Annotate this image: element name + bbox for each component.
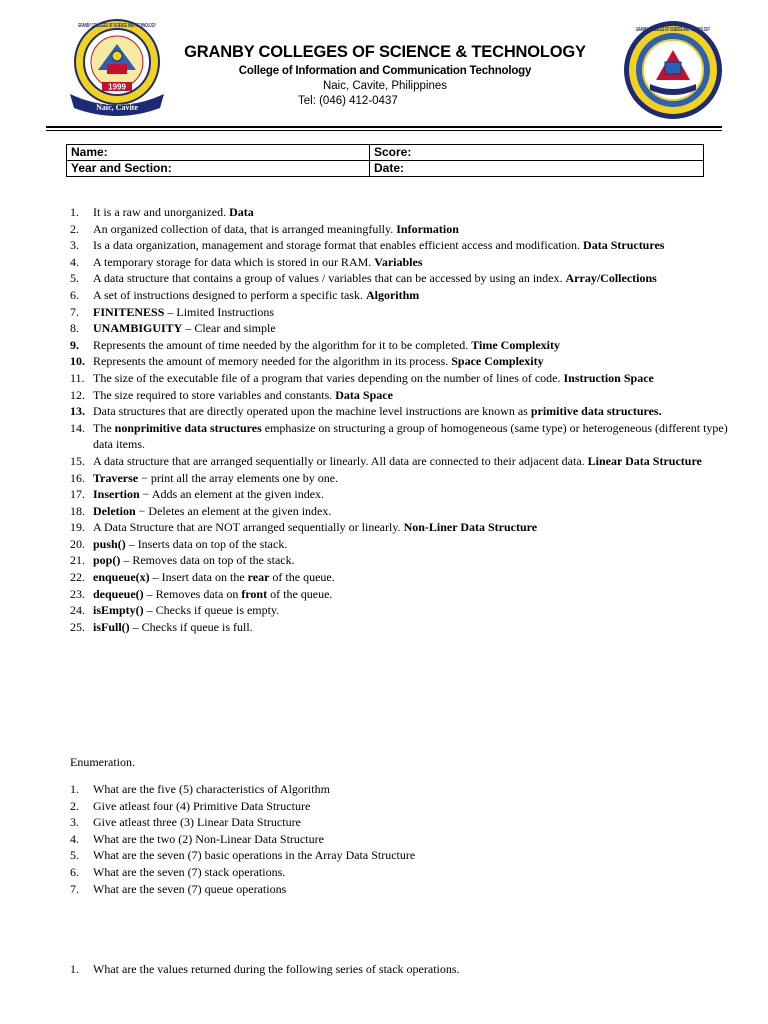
definitions-list	[70, 204, 730, 635]
name-field[interactable]: Name:	[67, 145, 370, 161]
table-row	[67, 145, 704, 161]
question-text: – Removes data on top of the stack.	[120, 553, 295, 568]
list-item-number: 3.	[70, 238, 79, 253]
date-field[interactable]: Date:	[370, 161, 704, 177]
question-text: What are the seven (7) queue operations	[93, 881, 287, 896]
answer-text: Space Complexity	[451, 354, 544, 369]
question-text: – Checks if queue is full.	[129, 619, 253, 634]
answer-text: Data	[229, 205, 254, 219]
question-text: The	[93, 420, 115, 435]
answer-text: Variables	[374, 254, 423, 269]
list-item-number: 19.	[70, 520, 85, 535]
list-item-number: 6.	[70, 287, 79, 302]
answer-text: pop()	[93, 553, 121, 568]
header-rule-thin	[46, 130, 722, 131]
question-text: The size of the executable file of a program that varies depending on the number of lines of code.	[93, 370, 564, 385]
question-text: emphasize on structuring a group of homogeneous (same type) or heterogeneous (different type) data items.	[93, 420, 728, 452]
list-item-number: 11.	[70, 370, 85, 385]
list-item-number: 1.	[70, 782, 79, 796]
year-section-field[interactable]: Year and Section:	[67, 161, 370, 177]
list-item	[70, 798, 710, 815]
question-text: of the queue.	[269, 570, 335, 585]
answer-text: Array/Collections	[565, 271, 657, 286]
question-text: − Adds an element at the given index.	[139, 487, 325, 502]
answer-text: Algorithm	[365, 287, 420, 302]
list-item-number: 8.	[70, 321, 79, 336]
list-item	[70, 287, 730, 304]
question-text: What are the two (2) Non-Linear Data Structure	[93, 831, 324, 846]
answer-text: Insertion	[93, 487, 140, 502]
stack-operations-list	[70, 961, 710, 978]
list-item-number: 16.	[70, 470, 85, 485]
school-telephone: Tel: (046) 412-0437	[298, 95, 398, 107]
question-text: Give atleast four (4) Primitive Data Structure	[93, 798, 311, 813]
answer-text: enqueue(x)	[93, 570, 150, 585]
list-item	[70, 569, 730, 586]
list-item-number: 1.	[70, 962, 79, 976]
list-item-number: 4.	[70, 254, 79, 269]
question-text: – Removes data on	[143, 586, 242, 601]
question-text: Data structures that are directly operated upon the machine level instructions are known as	[93, 404, 531, 419]
list-item-number: 17.	[70, 487, 85, 502]
list-item-number: 5.	[70, 848, 79, 863]
list-item	[70, 831, 710, 848]
list-item	[70, 403, 730, 420]
question-text: – Inserts data on top of the stack.	[125, 536, 288, 551]
list-item-number: 18.	[70, 503, 85, 518]
answer-text: Non-Liner Data Structure	[403, 520, 538, 535]
answer-text: Data Space	[335, 387, 393, 402]
list-item	[70, 237, 730, 254]
answer-text: Information	[396, 221, 459, 236]
school-seal-right-icon	[620, 20, 726, 120]
question-text: It is a raw and unorganized.	[93, 205, 230, 219]
left-seal-ring-text: GRANBY COLLEGES OF SCIENCE AND TECHNOLOGY	[78, 23, 157, 29]
list-item	[70, 864, 710, 881]
list-item	[70, 320, 730, 337]
answer-text: Linear Data Structure	[587, 453, 702, 468]
list-item-number: 23.	[70, 586, 85, 601]
question-text: – Limited Instructions	[164, 304, 275, 319]
document-header	[0, 0, 768, 128]
list-item-number: 6.	[70, 864, 79, 879]
list-item-number: 24.	[70, 603, 85, 618]
list-item-number: 10.	[70, 354, 85, 369]
answer-text: front	[241, 586, 268, 601]
left-seal-year: 1999	[108, 82, 126, 92]
question-text: − Deletes an element at the given index.	[135, 503, 332, 518]
list-item	[70, 353, 730, 370]
answer-text: primitive data structures.	[530, 404, 662, 419]
answer-text: Deletion	[93, 503, 136, 518]
question-text: What are the five (5) characteristics of Algorithm	[93, 782, 330, 796]
question-text: Is a data organization, management and storage format that enables efficient access and modification.	[93, 238, 584, 253]
list-item	[70, 486, 730, 503]
list-item	[70, 781, 710, 798]
question-text: A set of instructions designed to perform a specific task.	[93, 287, 366, 302]
list-item	[70, 370, 730, 387]
list-item-number: 2.	[70, 798, 79, 813]
list-item-number: 2.	[70, 221, 79, 236]
answer-text: rear	[247, 570, 270, 585]
list-item-number: 20.	[70, 536, 85, 551]
list-item	[70, 453, 730, 470]
list-item-number: 22.	[70, 570, 85, 585]
list-item	[70, 337, 730, 354]
question-text: − print all the array elements one by one.	[138, 470, 339, 485]
right-seal-ring-text: GRANBY COLLEGES OF SCIENCE AND TECHNOLOGY	[636, 27, 711, 33]
list-item	[70, 387, 730, 404]
question-text: An organized collection of data, that is arranged meaningfully.	[93, 221, 397, 236]
list-item-number: 1.	[70, 205, 79, 219]
question-text: A temporary storage for data which is stored in our RAM.	[93, 254, 375, 269]
answer-text: dequeue()	[93, 586, 144, 601]
enumeration-heading: Enumeration.	[70, 755, 135, 769]
list-item-number: 12.	[70, 387, 85, 402]
answer-text: Instruction Space	[563, 370, 654, 385]
list-item	[70, 814, 710, 831]
school-seal-left-icon	[64, 18, 170, 116]
list-item-number: 25.	[70, 619, 85, 634]
list-item	[70, 619, 730, 636]
list-item-number: 13.	[70, 404, 85, 419]
answer-text: FINITENESS	[93, 304, 165, 319]
list-item-number: 14.	[70, 420, 85, 435]
list-item	[70, 221, 730, 238]
school-name: GRANBY COLLEGES OF SCIENCE & TECHNOLOGY	[184, 43, 586, 61]
list-item-number: 3.	[70, 815, 79, 830]
college-name: College of Information and Communication Technology	[238, 65, 532, 77]
list-item-number: 7.	[70, 304, 79, 319]
answer-text: nonprimitive data structures	[114, 420, 262, 435]
question-text: A data structure that contains a group of values / variables that can be accessed by using an index.	[93, 271, 566, 286]
enumeration-list	[70, 781, 710, 897]
list-item-number: 9.	[70, 337, 79, 352]
list-item	[70, 470, 730, 487]
question-text: What are the seven (7) stack operations.	[93, 864, 286, 879]
list-item-number: 15.	[70, 453, 85, 468]
list-item	[70, 586, 730, 603]
list-item-number: 21.	[70, 553, 85, 568]
list-item	[70, 602, 730, 619]
question-text: The size required to store variables and constants.	[93, 387, 336, 402]
question-text: What are the values returned during the following series of stack operations.	[93, 962, 460, 976]
student-info-table	[66, 144, 704, 177]
list-item	[70, 420, 730, 453]
list-item-number: 5.	[70, 271, 79, 286]
list-item	[70, 270, 730, 287]
answer-text: isEmpty()	[93, 603, 144, 618]
question-text: Give atleast three (3) Linear Data Structure	[93, 815, 301, 830]
list-item	[70, 254, 730, 271]
question-text: Represents the amount of time needed by the algorithm for it to be completed.	[93, 337, 472, 352]
question-text: – Clear and simple	[182, 321, 276, 336]
list-item	[70, 881, 710, 898]
list-item-number: 4.	[70, 831, 79, 846]
left-seal-place: Naic, Cavite	[96, 103, 138, 112]
list-item	[70, 961, 710, 978]
answer-text: isFull()	[93, 619, 130, 634]
question-text: of the queue.	[267, 586, 333, 601]
list-item-number: 7.	[70, 881, 79, 896]
list-item	[70, 552, 730, 569]
school-address: Naic, Cavite, Philippines	[322, 80, 447, 92]
question-text: A Data Structure that are NOT arranged sequentially or linearly.	[93, 520, 404, 535]
list-item	[70, 503, 730, 520]
list-item	[70, 536, 730, 553]
list-item	[70, 204, 730, 221]
question-text: – Insert data on the	[149, 570, 248, 585]
answer-text: push()	[93, 536, 126, 551]
answer-text: Time Complexity	[471, 337, 561, 352]
question-text: A data structure that are arranged sequentially or linearly. All data are connected to their adjacent data.	[93, 453, 588, 468]
list-item	[70, 519, 730, 536]
table-row	[67, 161, 704, 177]
answer-text: UNAMBIGUITY	[93, 321, 183, 336]
list-item	[70, 847, 710, 864]
question-text: – Checks if queue is empty.	[143, 603, 280, 618]
answer-text: Traverse	[93, 470, 139, 485]
answer-text: Data Structures	[583, 238, 665, 253]
question-text: What are the seven (7) basic operations in the Array Data Structure	[93, 848, 416, 863]
header-rule-thick	[46, 126, 722, 128]
question-text: Represents the amount of memory needed for the algorithm in its process.	[93, 354, 452, 369]
score-field[interactable]: Score:	[370, 145, 704, 161]
list-item	[70, 304, 730, 321]
